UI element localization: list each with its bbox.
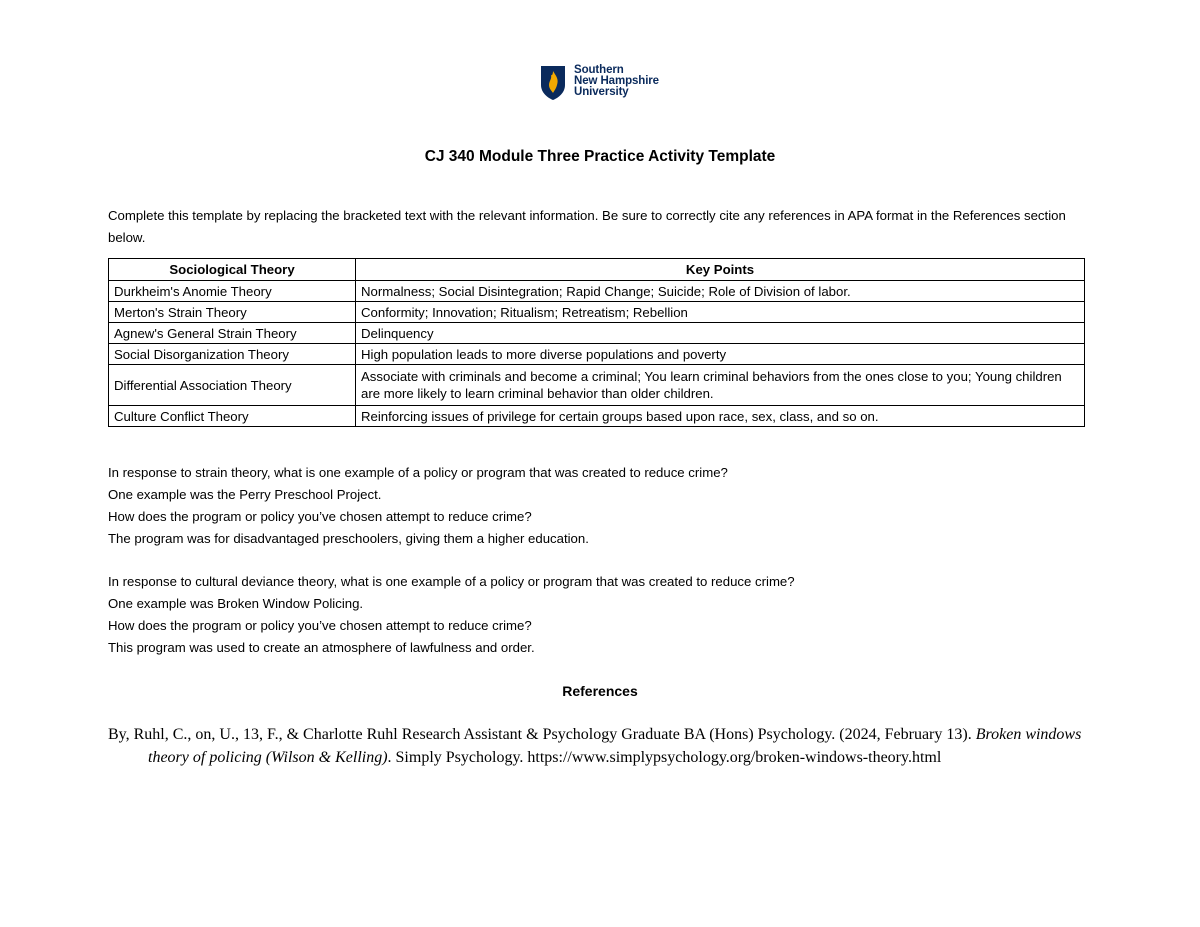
cultural-question-2: How does the program or policy you’ve chosen attempt to reduce crime?	[108, 618, 532, 633]
header-key-points: Key Points	[356, 259, 1085, 281]
key-points-cell: Associate with criminals and become a criminal; You learn criminal behaviors from the ones close to you; Young children are more likely to learn criminal behavior than older children.	[356, 365, 1085, 406]
reference-title: Broken windows theory of policing (Wilson & Kelling)	[148, 726, 1082, 766]
cultural-answer-2: This program was used to create an atmosphere of lawfulness and order.	[108, 640, 535, 655]
key-points-cell: Normalness; Social Disintegration; Rapid Change; Suicide; Role of Division of labor.	[356, 281, 1085, 302]
strain-question-2: How does the program or policy you’ve chosen attempt to reduce crime?	[108, 509, 532, 524]
strain-answer-1: One example was the Perry Preschool Project.	[108, 487, 382, 502]
table-row	[109, 344, 1085, 365]
flame-shield-icon	[540, 65, 566, 101]
key-points-cell: Reinforcing issues of privilege for certain groups based upon race, sex, class, and so on.	[356, 406, 1085, 427]
table-row	[109, 406, 1085, 427]
logo-wordmark	[574, 65, 659, 98]
theory-cell: Agnew's General Strain Theory	[109, 323, 356, 344]
reference-entry	[108, 723, 1118, 769]
theory-cell: Durkheim's Anomie Theory	[109, 281, 356, 302]
theory-cell: Social Disorganization Theory	[109, 344, 356, 365]
university-logo	[540, 65, 659, 101]
reference-authors-date: By, Ruhl, C., on, U., 13, F., & Charlotte Ruhl Research Assistant & Psychology Graduate BA (Hons) Psychology. (2024, February 13).	[108, 726, 976, 743]
key-points-cell: Delinquency	[356, 323, 1085, 344]
table-header-row	[109, 259, 1085, 281]
key-points-cell: Conformity; Innovation; Ritualism; Retreatism; Rebellion	[356, 302, 1085, 323]
theory-cell: Merton's Strain Theory	[109, 302, 356, 323]
cultural-question-1: In response to cultural deviance theory, what is one example of a policy or program that was created to reduce crime?	[108, 574, 795, 589]
table-row	[109, 281, 1085, 302]
reference-source-url: . Simply Psychology. https://www.simplypsychology.org/broken-windows-theory.html	[387, 749, 942, 766]
table-row	[109, 302, 1085, 323]
header-sociological-theory: Sociological Theory	[109, 259, 356, 281]
theories-table	[108, 258, 1085, 427]
strain-theory-section	[108, 462, 1108, 550]
logo-line-3: University	[574, 86, 629, 98]
table-row	[109, 365, 1085, 406]
logo-line-2: New Hampshire	[574, 75, 659, 87]
theory-cell: Culture Conflict Theory	[109, 406, 356, 427]
references-heading: References	[562, 683, 638, 699]
theory-cell: Differential Association Theory	[109, 365, 356, 406]
cultural-answer-1: One example was Broken Window Policing.	[108, 596, 364, 611]
cultural-deviance-section	[108, 571, 1108, 659]
page-title: CJ 340 Module Three Practice Activity Template	[424, 148, 776, 165]
instructions-text: Complete this template by replacing the bracketed text with the relevant information. Be sure to correctly cite any references in APA format in the References section below.	[108, 208, 1066, 245]
strain-answer-2: The program was for disadvantaged preschoolers, giving them a higher education.	[108, 531, 589, 546]
strain-question-1: In response to strain theory, what is one example of a policy or program that was created to reduce crime?	[108, 465, 728, 480]
logo-line-1: Southern	[574, 64, 624, 76]
table-row	[109, 323, 1085, 344]
key-points-cell: High population leads to more diverse populations and poverty	[356, 344, 1085, 365]
